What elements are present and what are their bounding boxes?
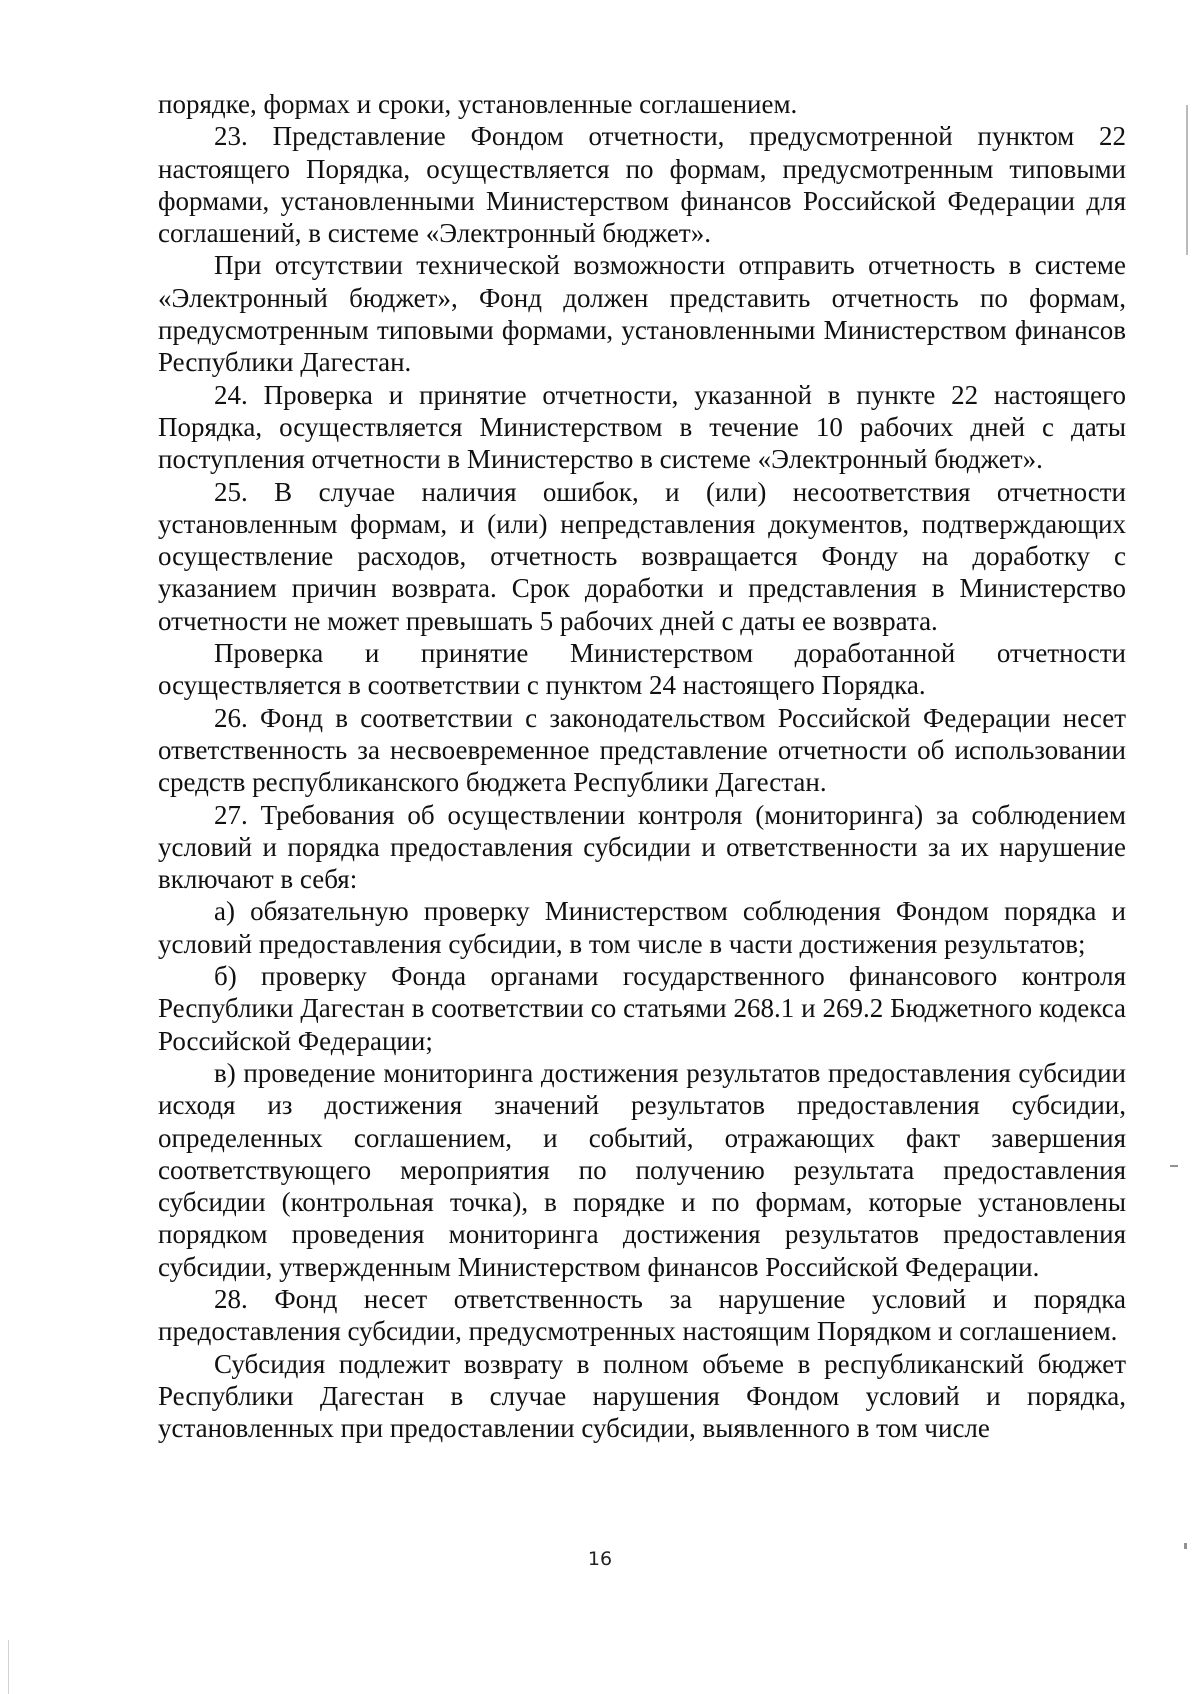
scan-edge-mark-right-top [1186,105,1188,255]
paragraph-0: порядке, формах и сроки, установленные соглашением. [158,89,798,119]
paragraph-clause-27-v: в) проведение мониторинга достижения результатов предоставления субсидии исходя из достижения значений результатов предоставления субсидии, определенных соглашением, и событий, отражающих факт завершения соответствующего мероприятия по получению результата предоставления субсидии (контрольная точка), в порядке и по формам, которые установлены порядком проведения мониторинга достижения результатов предоставления субсидии, утвержденным Министерством финансов Российской Федерации. [158,1057,1126,1282]
scan-edge-mark-right-bottom [1184,1543,1187,1549]
paragraph-subsidy-return: Субсидия подлежит возврату в полном объеме в республиканский бюджет Республики Дагестан в случае нарушения Фондом условий и порядка, установленных при предоставлении субсидии, выявленного в том числе [158,1348,1126,1444]
paragraph-clause-27-a: а) обязательную проверку Министерством соблюдения Фондом порядка и условий предоставления субсидии, в том числе в части достижения результатов; [158,896,1126,959]
paragraph-clause-24: 24. Проверка и принятие отчетности, указанной в пункте 22 настоящего Порядка, осуществляется Министерством в течение 10 рабочих дней с даты поступления отчетности в Министерство в системе «Электронный бюджет». [158,379,1126,475]
paragraph-clause-26: 26. Фонд в соответствии с законодательством Российской Федерации несет ответственность за несвоевременное представление отчетности об использовании средств республиканского бюджета Республики Дагестан. [158,702,1126,798]
paragraph-clause-27: 27. Требования об осуществлении контроля (мониторинга) за соблюдением условий и порядка предоставления субсидии и ответственности за их нарушение включают в себя: [158,799,1126,895]
paragraph-clause-23-alt: При отсутствии технической возможности отправить отчетность в системе «Электронный бюджет», Фонд должен представить отчетность по формам, предусмотренным типовыми формами, установленными Министерством финансов Республики Дагестан. [158,250,1126,378]
paragraph-clause-25-check: Проверка и принятие Министерством доработанной отчетности осуществляется в соответствии с пунктом 24 настоящего Порядка. [158,638,1126,701]
paragraph-clause-27-b: б) проверку Фонда органами государственного финансового контроля Республики Дагестан в соответствии со статьями 268.1 и 269.2 Бюджетного кодекса Российской Федерации; [158,961,1126,1056]
paragraph-clause-28: 28. Фонд несет ответственность за нарушение условий и порядка предоставления субсидии, предусмотренных настоящим Порядком и соглашением. [158,1283,1126,1347]
scan-edge-mark-left-bottom [8,1640,9,1694]
paragraph-clause-25: 25. В случае наличия ошибок, и (или) несоответствия отчетности установленным формам, и (или) непредставления документов, подтверждающих осуществление расходов, отчетность возвращается Фонду на доработку с указанием причин возврата. Срок доработки и представления в Министерство отчетности не может превышать 5 рабочих дней с даты ее возврата. [158,476,1126,636]
paragraph-clause-23: 23. Представление Фондом отчетности, предусмотренной пунктом 22 настоящего Порядка, осуществляется по формам, предусмотренным типовыми формами, установленными Министерством финансов Российской Федерации для соглашений, в системе «Электронный бюджет». [158,121,1126,249]
page-number: 16 [587,1548,613,1570]
scan-edge-mark-right-mid [1170,1165,1178,1167]
document-body [158,88,1126,1444]
